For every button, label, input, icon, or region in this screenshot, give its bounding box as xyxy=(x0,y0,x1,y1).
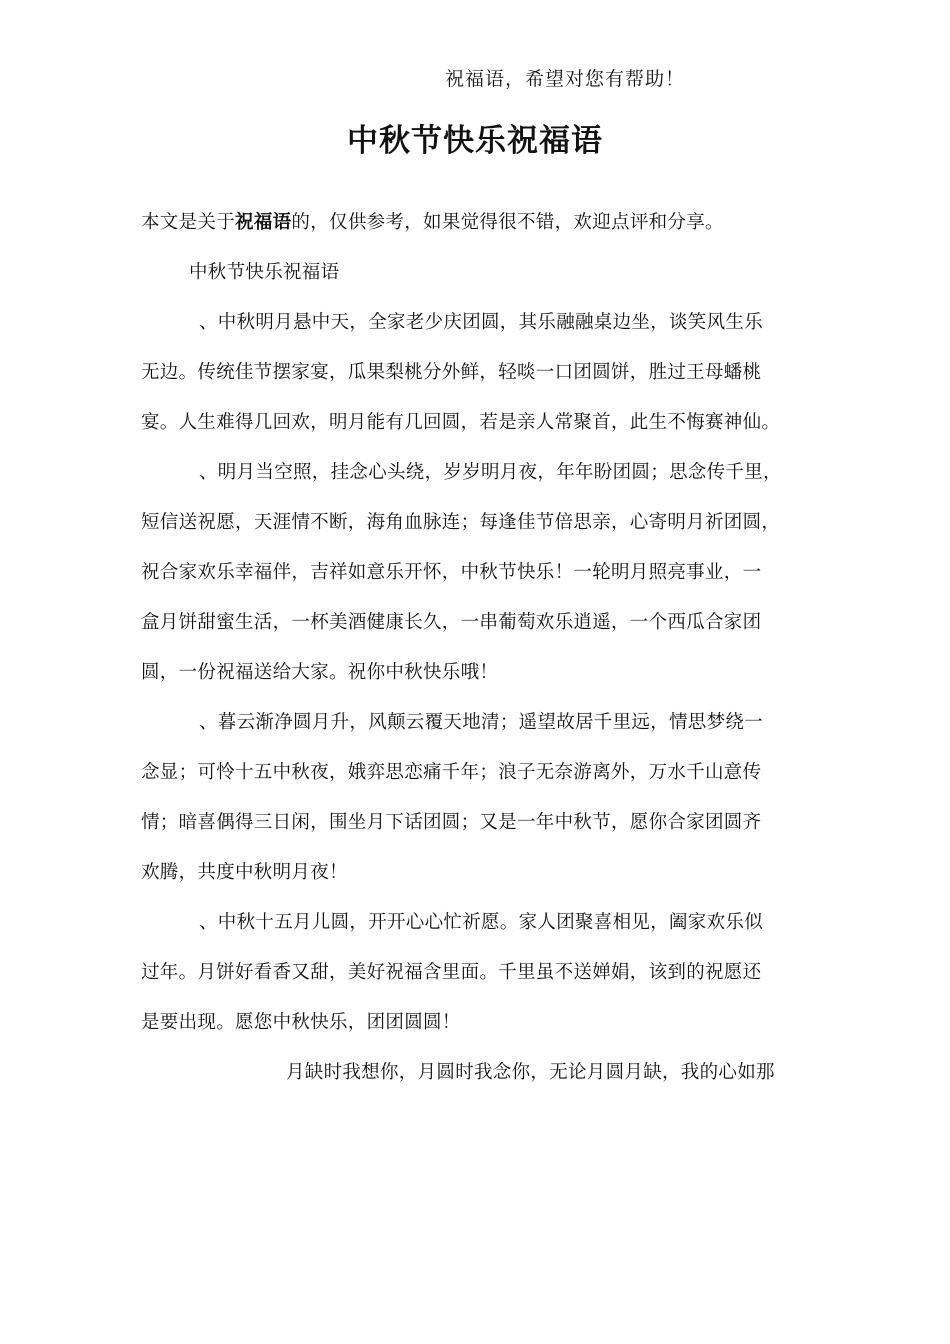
section-subtitle: 中秋节快乐祝福语 xyxy=(189,262,340,283)
intro-suffix: 的，仅供参考，如果觉得很不错，欢迎点评和分享。 xyxy=(291,212,724,233)
intro-keyword: 祝福语 xyxy=(235,212,292,233)
paragraph-3-line-1: 、暮云渐净圆月升，风颠云覆天地清；遥望故居千里远，情思梦绕一 xyxy=(199,712,764,733)
paragraph-2-line-2: 短信送祝愿，天涯情不断，海角血脉连；每逢佳节倍思亲，心寄明月祈团圆， xyxy=(141,512,781,533)
document-title: 中秋节快乐祝福语 xyxy=(347,123,603,159)
paragraph-3-line-4: 欢腾，共度中秋明月夜！ xyxy=(141,862,348,883)
paragraph-2-line-3: 祝合家欢乐幸福伴，吉祥如意乐开怀，中秋节快乐！一轮明月照亮事业，一 xyxy=(141,562,762,583)
paragraph-2-line-1: 、明月当空照，挂念心头绕，岁岁明月夜，年年盼团圆；思念传千里， xyxy=(199,462,782,483)
paragraph-3-line-3: 情；暗喜偶得三日闲，围坐月下话团圆；又是一年中秋节，愿你合家团圆齐 xyxy=(141,812,762,833)
intro-line xyxy=(141,198,825,248)
closing-line: 月缺时我想你，月圆时我念你，无论月圆月缺，我的心如那 xyxy=(286,1062,775,1083)
paragraph-3-line-2: 念显；可怜十五中秋夜，娥弈思恋痛千年；浪子无奈游离外，万水千山意传 xyxy=(141,762,762,783)
intro-prefix: 本文是关于 xyxy=(141,212,236,233)
document-body xyxy=(141,198,825,1098)
paragraph-4-line-2: 过年。月饼好看香又甜，美好祝福含里面。千里虽不送婵娟，该到的祝愿还 xyxy=(141,962,762,983)
paragraph-2-line-5: 圆，一份祝福送给大家。祝你中秋快乐哦！ xyxy=(141,662,499,683)
paragraph-1-line-1: 、中秋明月悬中天，全家老少庆团圆，其乐融融桌边坐，谈笑风生乐 xyxy=(199,312,764,333)
paragraph-4-line-3: 是要出现。愿您中秋快乐，团团圆圆！ xyxy=(141,1012,461,1033)
paragraph-1-line-3: 宴。人生难得几回欢，明月能有几回圆，若是亲人常聚首，此生不悔赛神仙。 xyxy=(141,412,781,433)
paragraph-4-line-1: 、中秋十五月儿圆，开开心心忙祈愿。家人团聚喜相见，阖家欢乐似 xyxy=(199,912,764,933)
paragraph-2-line-4: 盒月饼甜蜜生活，一杯美酒健康长久，一串葡萄欢乐逍遥，一个西瓜合家团 xyxy=(141,612,762,633)
paragraph-1-line-2: 无边。传统佳节摆家宴，瓜果梨桃分外鲜，轻啖一口团圆饼，胜过王母蟠桃 xyxy=(141,362,762,383)
header-note: 祝福语，希望对您有帮助！ xyxy=(445,68,686,90)
